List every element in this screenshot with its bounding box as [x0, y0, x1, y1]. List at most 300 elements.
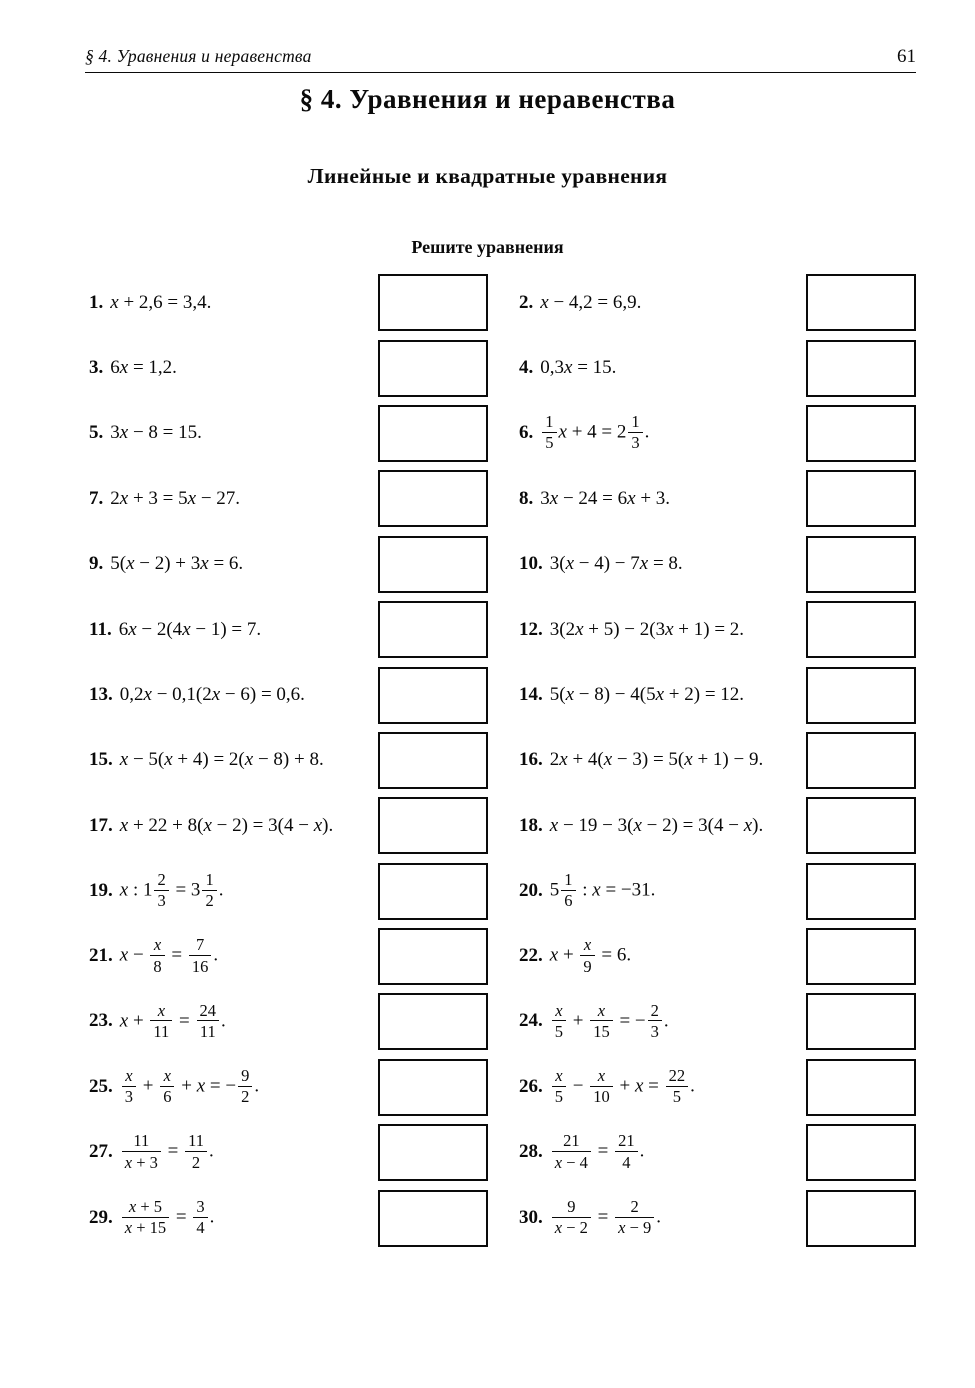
problem-number: 18.	[519, 814, 543, 836]
answer-box[interactable]	[806, 536, 916, 593]
problem-equation	[519, 357, 806, 379]
fraction-denominator	[615, 1218, 654, 1237]
problem-equation	[85, 1133, 378, 1172]
answer-box[interactable]	[806, 732, 916, 789]
problem-number: 7.	[89, 487, 104, 509]
problem-row	[85, 1055, 916, 1120]
equation-text: 24	[199, 1000, 217, 1020]
equation-text: .	[690, 1075, 695, 1097]
page-number: 61	[897, 46, 916, 67]
problem-number: 1.	[89, 291, 104, 313]
problem-number: 23.	[89, 1010, 113, 1032]
problem-equation	[85, 937, 378, 976]
fraction-denominator	[238, 1087, 252, 1106]
problem-equation	[85, 1196, 378, 1238]
fraction-denominator	[122, 1087, 136, 1106]
equation-text: 21	[563, 1131, 580, 1151]
equation-text: +	[138, 1075, 159, 1097]
problem-equation	[519, 1133, 806, 1172]
equation-text: x − 2	[554, 1218, 588, 1238]
equation-text: =	[171, 1206, 192, 1228]
equation-text: −	[568, 1075, 589, 1097]
variable-x: x	[639, 553, 649, 575]
equation-text: 0,3x = 15.	[540, 357, 617, 379]
answer-box[interactable]	[806, 993, 916, 1050]
equation-text: 6	[564, 891, 573, 911]
problem-equation	[85, 684, 378, 706]
variable-x: x	[119, 814, 129, 836]
problem-row	[85, 793, 916, 858]
fraction	[122, 1132, 161, 1171]
equation-text: 5(x − 2) + 3x = 6.	[110, 553, 244, 575]
variable-x: x	[554, 1152, 563, 1172]
answer-box[interactable]	[806, 667, 916, 724]
variable-x: x	[597, 1000, 606, 1020]
answer-box[interactable]	[378, 863, 488, 920]
equation-text: 4	[622, 1152, 631, 1172]
answer-box[interactable]	[378, 993, 488, 1050]
problem-row	[85, 401, 916, 466]
problem-number: 15.	[89, 749, 113, 771]
variable-x: x	[618, 1218, 626, 1238]
equation-text: 11	[153, 1021, 170, 1041]
equation-text: 5	[545, 433, 554, 453]
answer-box[interactable]	[378, 536, 488, 593]
equation-text: 2x + 4(x − 3) = 5(x + 1) − 9.	[549, 749, 764, 771]
equation-text: 6x − 2(4x − 1) = 7.	[118, 618, 262, 640]
variable-x: x	[665, 618, 674, 640]
fraction-denominator	[552, 1087, 566, 1106]
problem-equation	[519, 815, 806, 837]
variable-x: x	[182, 618, 191, 640]
problem-number: 28.	[519, 1141, 543, 1163]
chapter-title: § 4. Уравнения и неравенства	[299, 84, 676, 114]
equation-text: 6	[163, 1087, 172, 1107]
fraction-denominator	[197, 1021, 220, 1040]
equation-text: 5	[554, 1087, 563, 1107]
fraction	[552, 1002, 566, 1041]
variable-x: x	[153, 935, 162, 955]
problem-number: 2.	[519, 291, 534, 313]
answer-box[interactable]	[378, 274, 488, 331]
fraction-denominator	[615, 1152, 638, 1171]
section-title: Линейные и квадратные уравнения	[307, 164, 668, 188]
answer-box[interactable]	[378, 667, 488, 724]
fraction-numerator	[615, 1198, 654, 1218]
fraction	[648, 1002, 662, 1041]
equation-text: 5(x − 8) − 4(5x + 2) = 12.	[549, 684, 745, 706]
answer-box[interactable]	[806, 405, 916, 462]
equation-text: .	[644, 421, 650, 443]
equation-text: x +	[119, 1010, 149, 1032]
variable-x: x	[124, 1152, 133, 1172]
fraction-numerator	[202, 871, 216, 891]
equation-text: : x = −31.	[577, 879, 656, 901]
fraction-denominator	[590, 1087, 613, 1106]
variable-x: x	[143, 684, 152, 706]
answer-box[interactable]	[378, 601, 488, 658]
fraction	[666, 1067, 689, 1106]
equation-text: 1	[564, 869, 573, 889]
fraction-numerator	[648, 1002, 662, 1022]
fraction	[185, 1132, 207, 1171]
problem-row	[85, 728, 916, 793]
equation-text	[555, 1066, 562, 1085]
fraction	[202, 871, 216, 910]
equation-text: 3	[631, 433, 640, 453]
problem-equation	[85, 292, 378, 314]
answer-box[interactable]	[378, 340, 488, 397]
equation-text: 3	[157, 891, 166, 911]
fraction-numerator	[150, 1002, 172, 1022]
fraction	[590, 1002, 613, 1041]
problem-equation	[85, 488, 378, 510]
fraction	[122, 1067, 136, 1106]
equation-text: 2	[650, 1000, 659, 1020]
fraction	[552, 1132, 591, 1171]
equation-text: 11	[188, 1131, 204, 1151]
problem-equation	[85, 619, 378, 641]
problem-equation	[519, 1196, 806, 1238]
problem-row	[85, 924, 916, 989]
equation-text: 3	[196, 1196, 205, 1216]
running-header-title: § 4. Уравнения и неравенства	[85, 46, 312, 66]
answer-box[interactable]	[806, 797, 916, 854]
variable-x: x	[119, 944, 129, 966]
equation-text: +	[568, 1010, 589, 1032]
equation-text: x + 3	[124, 1152, 158, 1172]
problem-number: 6.	[519, 421, 534, 443]
variable-x: x	[126, 553, 135, 575]
fraction	[150, 936, 164, 975]
variable-x: x	[554, 1218, 563, 1238]
fraction-numerator	[238, 1067, 252, 1087]
problem-equation	[519, 749, 806, 771]
answer-box[interactable]	[378, 1059, 488, 1116]
problem-equation	[85, 749, 378, 771]
fraction-numerator	[122, 1132, 161, 1152]
fraction	[189, 936, 212, 975]
fraction-denominator	[552, 1021, 566, 1040]
equation-text: .	[218, 879, 224, 901]
problem-row	[85, 859, 916, 924]
fraction	[238, 1067, 252, 1106]
fraction-denominator	[160, 1087, 174, 1106]
variable-x: x	[684, 749, 693, 771]
fraction	[197, 1002, 220, 1041]
answer-box[interactable]	[378, 928, 488, 985]
equation-text: 4	[196, 1218, 205, 1238]
problem-equation	[85, 553, 378, 575]
fraction-denominator	[542, 433, 556, 452]
answer-box[interactable]	[378, 1124, 488, 1181]
equation-text: 1	[205, 869, 214, 889]
problem-row	[85, 989, 916, 1054]
problem-number: 30.	[519, 1206, 543, 1228]
answer-box[interactable]	[806, 1059, 916, 1116]
variable-x: x	[211, 684, 221, 706]
equation-text	[125, 1066, 132, 1085]
problem-number: 25.	[89, 1075, 113, 1097]
equation-text: 3	[650, 1021, 659, 1041]
problem-number: 9.	[89, 553, 104, 575]
fraction-numerator	[542, 413, 556, 433]
problem-equation	[519, 1068, 806, 1107]
variable-x: x	[597, 1066, 606, 1086]
equation-text: .	[213, 944, 219, 966]
answer-box[interactable]	[806, 601, 916, 658]
equation-text: 9	[567, 1196, 576, 1216]
fraction-denominator	[628, 433, 642, 452]
variable-x: x	[555, 1000, 563, 1020]
fraction-denominator	[150, 956, 164, 975]
equation-text: 2	[630, 1196, 639, 1216]
answer-box[interactable]	[378, 405, 488, 462]
problem-number: 10.	[519, 553, 543, 575]
header-rule-divider	[85, 72, 916, 73]
variable-x: x	[124, 1218, 133, 1238]
fraction-numerator	[160, 1067, 174, 1087]
variable-x: x	[125, 1066, 133, 1086]
fraction-denominator	[580, 956, 594, 975]
fraction-numerator	[154, 871, 168, 891]
fraction	[122, 1198, 169, 1237]
variable-x: x	[549, 814, 559, 836]
variable-x: x	[119, 749, 129, 771]
equation-text: 3	[124, 1087, 133, 1107]
problem-number: 29.	[89, 1206, 113, 1228]
variable-x: x	[633, 814, 642, 836]
fraction-denominator	[552, 1152, 591, 1171]
equation-text: 3x − 8 = 15.	[110, 422, 202, 444]
equation-text: 6x = 1,2.	[110, 357, 177, 379]
fraction-numerator	[122, 1198, 169, 1218]
variable-x: x	[187, 487, 197, 509]
equation-text	[154, 935, 161, 954]
equation-text: x : 1	[119, 879, 153, 901]
equation-text: 10	[593, 1087, 610, 1107]
variable-x: x	[196, 1075, 206, 1097]
variable-x: x	[555, 1066, 563, 1086]
problem-row	[85, 1120, 916, 1185]
fraction	[542, 413, 556, 452]
problem-equation	[519, 684, 806, 706]
fraction-numerator	[666, 1067, 689, 1087]
equation-text	[158, 1001, 165, 1020]
problem-row	[85, 270, 916, 335]
equation-text: 9	[583, 956, 592, 976]
fraction	[561, 871, 575, 910]
fraction-numerator	[197, 1002, 220, 1022]
variable-x: x	[603, 749, 613, 771]
fraction	[193, 1198, 207, 1237]
equation-text: x +	[549, 944, 579, 966]
problem-equation	[85, 815, 378, 837]
fraction-denominator	[648, 1021, 662, 1040]
equation-text	[555, 1001, 562, 1020]
answer-box[interactable]	[378, 470, 488, 527]
variable-x: x	[634, 1075, 644, 1097]
variable-x: x	[549, 944, 559, 966]
equation-text: x − 9	[618, 1218, 652, 1238]
problem-number: 21.	[89, 944, 113, 966]
problem-number: 8.	[519, 487, 534, 509]
problem-equation	[519, 488, 806, 510]
equation-text: x − 5(x + 4) = 2(x − 8) + 8.	[119, 749, 324, 771]
equation-text: 2	[241, 1087, 250, 1107]
problem-number: 19.	[89, 879, 113, 901]
problem-equation	[85, 869, 378, 911]
variable-x: x	[565, 553, 575, 575]
fraction-denominator	[561, 891, 575, 910]
variable-x: x	[540, 291, 549, 313]
variable-x: x	[558, 421, 567, 443]
equation-text: x + 2,6 = 3,4.	[110, 291, 212, 313]
variable-x: x	[627, 487, 636, 509]
answer-box[interactable]	[806, 863, 916, 920]
variable-x: x	[313, 814, 323, 836]
equation-text: 11	[133, 1131, 150, 1151]
problem-row	[85, 1185, 916, 1250]
problem-number: 4.	[519, 357, 534, 379]
answer-box[interactable]	[806, 1124, 916, 1181]
problem-row	[85, 597, 916, 662]
equation-text	[164, 1066, 171, 1085]
equation-text: 5	[672, 1087, 681, 1107]
equation-text: 3x − 24 = 6x + 3.	[540, 487, 671, 509]
fraction-denominator	[666, 1087, 689, 1106]
fraction-denominator	[150, 1021, 172, 1040]
problem-number: 11.	[89, 618, 112, 640]
equation-text: 0,2x − 0,1(2x − 6) = 0,6.	[119, 684, 305, 706]
problem-equation	[519, 869, 806, 911]
problem-row	[85, 532, 916, 597]
equation-text: + x =	[614, 1075, 664, 1097]
answer-box[interactable]	[806, 928, 916, 985]
fraction	[150, 1002, 172, 1041]
equation-text: 9	[241, 1066, 250, 1086]
fraction-numerator	[189, 936, 212, 956]
problem-equation	[519, 937, 806, 976]
fraction-denominator	[122, 1218, 169, 1237]
problem-equation	[519, 1000, 806, 1042]
equation-text: 2x + 3 = 5x − 27.	[110, 487, 241, 509]
variable-x: x	[119, 1010, 129, 1032]
fraction-numerator	[590, 1002, 613, 1022]
fraction	[552, 1198, 591, 1237]
problem-equation	[85, 1000, 378, 1042]
variable-x: x	[200, 553, 209, 575]
equation-text: 3(x − 4) − 7x = 8.	[549, 553, 683, 575]
equation-text: .	[221, 1010, 226, 1032]
equation-text: .	[639, 1141, 645, 1163]
equation-text: x − 4,2 = 6,9.	[540, 291, 642, 313]
equation-text: .	[209, 1141, 214, 1163]
fraction	[154, 871, 168, 910]
variable-x: x	[549, 487, 559, 509]
answer-box[interactable]	[378, 1190, 488, 1247]
problem-number: 12.	[519, 618, 543, 640]
fraction-numerator	[193, 1198, 207, 1218]
answer-box[interactable]	[378, 732, 488, 789]
fraction-numerator	[580, 936, 594, 956]
variable-x: x	[119, 357, 129, 379]
answer-box[interactable]	[806, 470, 916, 527]
equation-text: 16	[191, 956, 209, 976]
equation-text: .	[209, 1206, 215, 1228]
equation-text: = −	[614, 1010, 646, 1032]
fraction	[552, 1067, 566, 1106]
equation-text: 8	[153, 956, 162, 976]
problem-number: 27.	[89, 1141, 113, 1163]
variable-x: x	[119, 879, 129, 901]
variable-x: x	[592, 879, 601, 901]
equation-text: 2	[157, 869, 166, 889]
fraction-numerator	[552, 1067, 566, 1087]
fraction-denominator	[154, 891, 168, 910]
equation-text: 15	[593, 1021, 610, 1041]
problems-list	[85, 270, 916, 1251]
equation-text: x − 19 − 3(x − 2) = 3(4 − x).	[549, 814, 764, 836]
equation-text: x + 15	[124, 1218, 167, 1238]
equation-text: =	[174, 1010, 195, 1032]
variable-x: x	[559, 749, 568, 771]
problem-number: 13.	[89, 684, 113, 706]
answer-box[interactable]	[378, 797, 488, 854]
variable-x: x	[583, 935, 592, 955]
answer-box[interactable]	[806, 340, 916, 397]
variable-x: x	[565, 684, 575, 706]
equation-text: 5	[554, 1021, 563, 1041]
variable-x: x	[564, 357, 573, 379]
equation-text: x + 4 = 2	[558, 421, 627, 443]
problem-equation	[85, 1068, 378, 1107]
problem-equation	[85, 422, 378, 444]
equation-text: x − 4	[554, 1152, 588, 1172]
fraction	[580, 936, 594, 975]
equation-text	[598, 1001, 605, 1020]
equation-text: + x = −	[176, 1075, 237, 1097]
variable-x: x	[743, 814, 753, 836]
equation-text: 21	[618, 1131, 635, 1151]
fraction-numerator	[150, 936, 164, 956]
fraction	[590, 1067, 613, 1106]
answer-box[interactable]	[806, 274, 916, 331]
fraction-numerator	[590, 1067, 613, 1087]
equation-text: .	[254, 1075, 260, 1097]
variable-x: x	[164, 749, 173, 771]
fraction-numerator	[615, 1132, 638, 1152]
equation-text: .	[656, 1206, 661, 1228]
equation-text: =	[592, 1206, 614, 1228]
problem-number: 5.	[89, 422, 104, 444]
equation-text: x −	[119, 944, 149, 966]
equation-text: 2	[205, 891, 214, 911]
variable-x: x	[119, 487, 129, 509]
equation-text: .	[663, 1010, 669, 1032]
fraction-numerator	[552, 1198, 591, 1218]
answer-box[interactable]	[806, 1190, 916, 1247]
problem-number: 20.	[519, 879, 543, 901]
fraction-numerator	[122, 1067, 136, 1087]
equation-text: 2	[191, 1152, 201, 1172]
fraction-denominator	[590, 1021, 613, 1040]
problem-number: 16.	[519, 749, 543, 771]
problem-row	[85, 662, 916, 727]
fraction-numerator	[552, 1132, 591, 1152]
variable-x: x	[119, 422, 129, 444]
equation-text: = 3	[170, 879, 201, 901]
